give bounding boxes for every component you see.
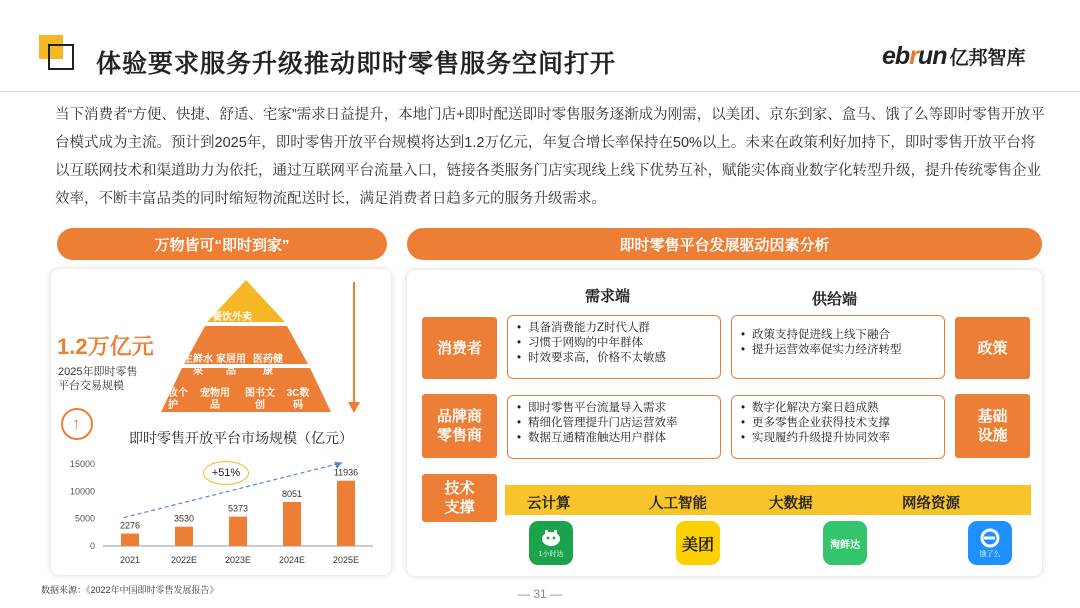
app-caption: 淘鲜达 <box>830 539 860 551</box>
tech-item-cloud: 云计算 <box>527 496 571 512</box>
jd-daojia-icon <box>529 521 573 565</box>
list-item: • 数据互通精准触达用户群体 <box>528 431 712 446</box>
header-divider <box>0 91 1080 92</box>
y-tick-label: 5000 <box>74 513 95 524</box>
pyramid-mid-label: 医药健康 <box>253 354 283 377</box>
list-item: • 具备消费能力Z时代人群 <box>528 321 712 336</box>
list-item: • 更多零售企业获得技术支撑 <box>752 416 936 431</box>
x-tick-label: 2024E <box>278 555 306 565</box>
right-section-banner: 即时零售平台发展驱动因素分析 <box>407 228 1042 260</box>
pyramid-mid-label: 家居用品 <box>216 354 246 377</box>
x-tick-label: 2023E <box>224 555 252 565</box>
bar <box>337 481 355 546</box>
supply-box-policy <box>731 315 945 379</box>
list-item: • 习惯于网购的中年群体 <box>528 336 712 351</box>
tech-item-ai: 人工智能 <box>649 496 707 512</box>
row-label-tech-support: 技术 支撑 <box>422 474 497 522</box>
chart-title: 即时零售开放平台市场规模（亿元） <box>129 430 353 446</box>
list-item: • 时效要求高，价格不太敏感 <box>528 351 712 366</box>
bar-value-label: 8051 <box>281 488 303 499</box>
data-source: 数据来源：《2022年中国即时零售发展报告》 <box>41 585 219 595</box>
row-label-policy: 政策 <box>955 317 1030 379</box>
bar <box>175 527 193 546</box>
app-caption: 饿了么 <box>979 550 1001 558</box>
list-item: • 数字化解决方案日趋成熟 <box>752 401 936 416</box>
list-item: • 即时零售平台流量导入需求 <box>528 401 712 416</box>
brand-logo <box>882 42 1025 70</box>
pyramid-bottom-label: 美妆个护 <box>158 388 188 411</box>
logo-mark: ebrun <box>882 42 947 70</box>
bar <box>121 534 139 546</box>
app-caption: 美团 <box>681 536 714 554</box>
x-tick-label: 2021 <box>119 555 141 565</box>
taoxianda-icon <box>823 521 867 565</box>
right-panel <box>407 270 1042 576</box>
x-tick-label: 2022E <box>170 555 198 565</box>
demand-box-brand <box>507 395 721 459</box>
bar-value-label: 5373 <box>227 503 249 514</box>
app-caption: 1小时达 <box>538 550 564 558</box>
pyramid-bottom-label: 3C数码 <box>286 388 310 411</box>
row-label-brand-retailer: 品牌商 零售商 <box>422 394 497 458</box>
list-item: • 政策支持促进线上线下融合 <box>752 328 936 343</box>
pyramid-bottom-label: 图书文创 <box>245 388 275 411</box>
big-number: 1.2万亿元 <box>57 334 154 359</box>
pyramid-bottom-label: 宠物用品 <box>200 388 230 411</box>
left-section-banner: 万物皆可“即时到家” <box>57 228 387 260</box>
row-label-infrastructure: 基础 设施 <box>955 394 1030 458</box>
big-number-caption: 2025年即时零售平台交易规模 <box>58 366 138 392</box>
row-label-consumer: 消费者 <box>422 317 497 379</box>
page-title: 体验要求服务升级推动即时零售服务空间打开 <box>96 50 617 78</box>
y-tick-label: 10000 <box>69 486 95 497</box>
bar <box>229 517 247 546</box>
eleme-icon <box>968 521 1012 565</box>
meituan-icon <box>676 521 720 565</box>
page-number: — 31 — <box>518 587 563 601</box>
intro-paragraph: 当下消费者“方便、快捷、舒适、宅家”需求日益提升，本地门店+即时配送即时零售服务逐渐成为刚需，以美团、京东到家、盒马、饿了么等即时零售开放平台模式成为主流。预计到2025年，即时零售开放平台规模将达到1.2万亿元，年复合增长率保持在50%以上。未来在政策利好加持下，即时零售开放平台将以互联网技术和渠道助力为依托，通过互联网平台流量入口，链接各类服务门店实现线上线下优势互补，赋能实体商业数字化转型升级，提升传统零售企业效率，不断丰富品类的同时缩短物流配送时长，满足消费者日趋多元的服务升级需求。 <box>55 107 1045 207</box>
bar-value-label: 3530 <box>173 513 195 524</box>
demand-header: 需求端 <box>585 288 631 305</box>
pyramid-mid-label: 生鲜水果 <box>183 354 213 377</box>
supply-box-infrastructure <box>731 395 945 459</box>
up-arrow-glyph: ↑ <box>72 414 81 433</box>
bar-value-label: 2276 <box>119 520 141 531</box>
down-arrow-icon <box>347 282 361 414</box>
tech-item-bigdata: 大数据 <box>769 496 813 512</box>
logo-text: 亿邦智库 <box>949 48 1026 69</box>
growth-label: +51% <box>203 461 249 485</box>
list-item: • 精细化管理提升门店运营效率 <box>528 416 712 431</box>
y-tick-label: 15000 <box>69 459 95 469</box>
demand-box-consumer <box>507 315 721 379</box>
pyramid-top-label: 餐饮外卖 <box>212 312 252 323</box>
bar <box>283 502 301 546</box>
supply-header: 供给端 <box>812 291 858 308</box>
tech-item-network: 网络资源 <box>902 496 960 512</box>
bar-value-label: 11936 <box>333 467 359 478</box>
list-item: • 提升运营效率促实力经济转型 <box>752 343 936 358</box>
dog-mascot-icon <box>539 528 563 548</box>
eleme-logo-icon <box>978 528 1002 548</box>
y-tick-label: 0 <box>89 541 95 551</box>
title-outline-square <box>48 44 74 70</box>
x-tick-label: 2025E <box>332 555 360 565</box>
list-item: • 实现履约升级提升协同效率 <box>752 431 936 446</box>
